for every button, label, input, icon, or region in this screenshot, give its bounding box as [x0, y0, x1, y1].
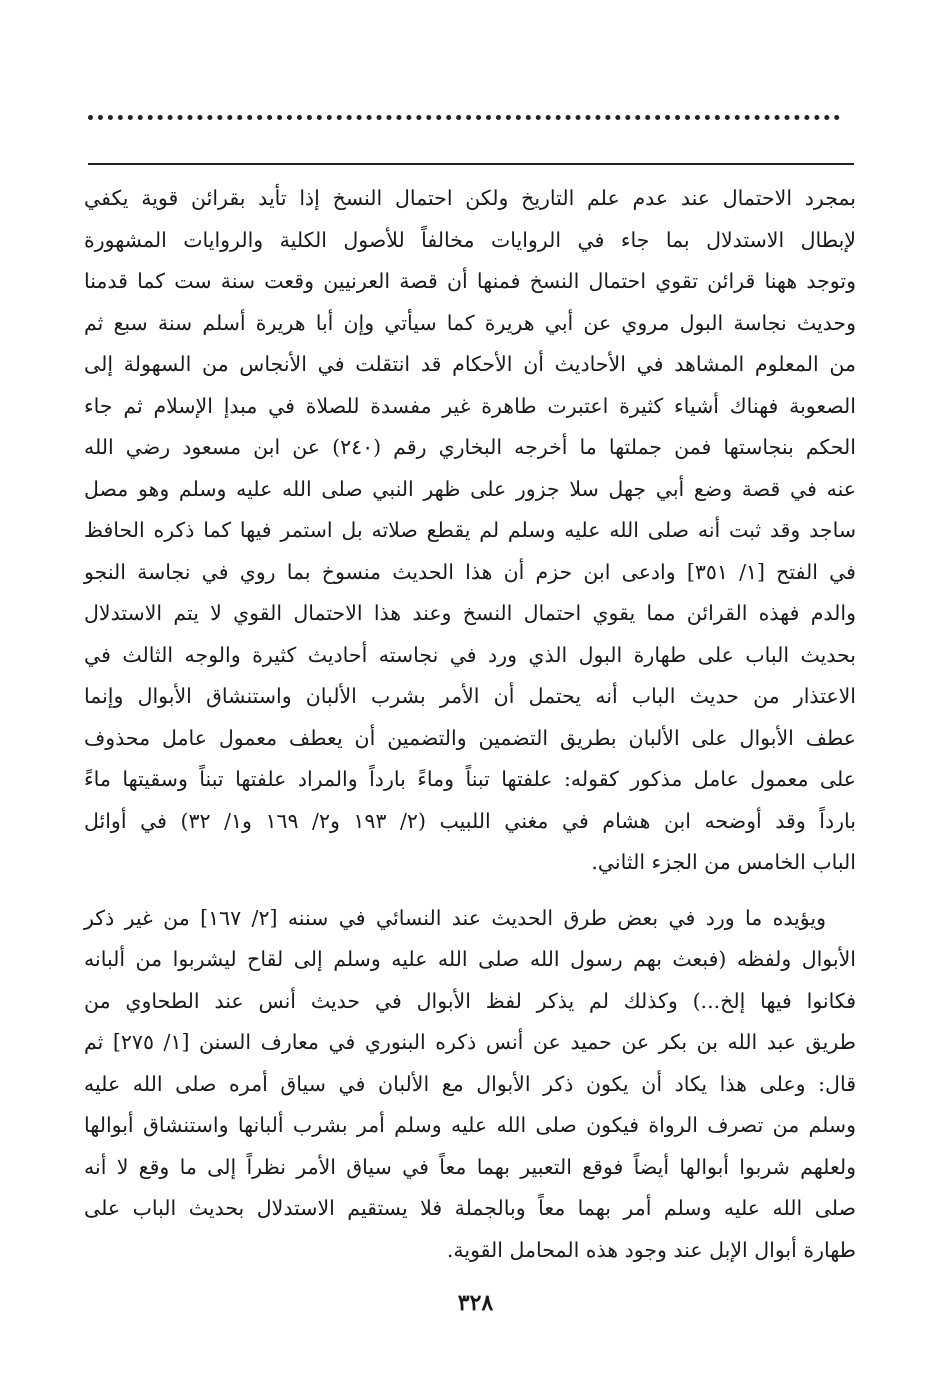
text-line: وسلم من تصرف الرواة فيكون صلى الله عليه وسلم أمر بشرب ألبانها واستنشاق أبوالها [84, 1113, 856, 1137]
text-line: عطف الأبوال على الألبان بطريق التضمين والتضمين أن يعطف معمول عامل محذوف [84, 725, 856, 750]
text-line: الحكم بنجاستها فمن جملتها ما أخرجه البخاري رقم (٢٤٠) عن ابن مسعود رضي الله [84, 435, 856, 459]
text-line: الاعتذار من حديث الباب أنه يحتمل أن الأمر بشرب الألبان واستنشاق الأبوال وإنما [84, 684, 856, 708]
text-line: طهارة أبوال الإبل عند وجود هذه المحامل القوية. [446, 1237, 856, 1262]
text-line: طريق عبد الله بن بكر عن حميد عن أنس ذكره البنوري في معارف السنن [١/ ٢٧٥] ثم [84, 1030, 856, 1054]
text-line: بمجرد الاحتمال عند عدم علم التاريخ ولكن احتمال النسخ إذا تأيد بقرائن قوية يكفي [84, 186, 856, 210]
text-line: الأبوال ولفظه (فبعث بهم رسول الله صلى الله عليه وسلم إلى لقاح ليشربوا من ألبانه [84, 947, 856, 971]
paragraph-gap [84, 884, 856, 898]
text-line: لإبطال الاستدلال بما جاء في الروايات مخالفاً للأصول الكلية والروايات المشهورة [84, 227, 856, 252]
text-line: والدم فهذه القرائن مما يقوي احتمال النسخ وعند هذا الاحتمال القوي لا يتم الاستدلال [84, 601, 856, 625]
text-line: صلى الله عليه وسلم أمر بهما معاً وبالجملة فلا يستقيم الاستدلال بحديث الباب على [84, 1196, 856, 1220]
text-line: فكانوا فيها إلخ...) وكذلك لم يذكر لفظ الأبوال في حديث أنس عند الطحاوي من [84, 988, 856, 1013]
text-line: ولعلهم شربوا أبوالها أيضاً فوقع التعبير بهما معاً في سياق الأمر نظراً إلى ما وقع لا أنه [84, 1154, 856, 1179]
text-line: الصعوبة فهناك أشياء كثيرة اعتبرت طاهرة غير مفسدة للصلاة في مبدإ الإسلام ثم جاء [84, 393, 856, 418]
page-number: ٣٢٨ [457, 1290, 494, 1316]
text-line: على معمول عامل مذكور كقوله: علفتها تبناً وماءً بارداً والمراد علفتها تبناً وسقيتها ماءً [84, 767, 856, 791]
text-line: بارداً وقد أوضحه ابن هشام في مغني اللبيب (٢/ ١٩٣ و٢/ ١٦٩ و١/ ٣٢) في أوائل [84, 808, 856, 833]
paragraph-2 [84, 898, 856, 1272]
text-line: الباب الخامس من الجزء الثاني. [591, 850, 856, 874]
text-line: عنه في قصة وضع أبي جهل سلا جزور على ظهر النبي صلى الله عليه وسلم وهو مصل [84, 476, 856, 501]
main-text [84, 178, 856, 1271]
paragraph-1 [84, 178, 856, 884]
text-line: قال: وعلى هذا يكاد أن يكون ذكر الأبوال مع الألبان في سياق أمره صلى الله عليه [84, 1071, 856, 1096]
text-line: وتوجد ههنا قرائن تقوي احتمال النسخ فمنها أن قصة العرنيين وقعت سنة ست كما قدمنا [84, 269, 856, 293]
header-rule [88, 163, 854, 165]
text-line: في الفتح [١/ ٣٥١] وادعى ابن حزم أن هذا الحديث منسوخ بما روي في نجاسة النجو [84, 559, 856, 584]
text-line: وحديث نجاسة البول مروي عن أبي هريرة كما سيأتي وإن أبا هريرة أسلم سنة سبع ثم [84, 310, 856, 335]
text-line: ساجد وقد ثبت أنه صلى الله عليه وسلم لم يقطع صلاته بل استمر فيها كما ذكره الحافظ [84, 518, 856, 542]
text-line: من المعلوم المشاهد في الأحاديث أن الأحكام قد انتقلت في الأنجاس من السهولة إلى [84, 352, 856, 376]
text-line: ويؤيده ما ورد في بعض طرق الحديث عند النسائي في سننه [٢/ ١٦٧] من غير ذكر [84, 905, 826, 930]
header-dotted-leader [88, 112, 840, 120]
text-line: بحديث الباب على طهارة البول الذي ورد في نجاسته أحاديث كثيرة والوجه الثالث في [84, 642, 856, 667]
